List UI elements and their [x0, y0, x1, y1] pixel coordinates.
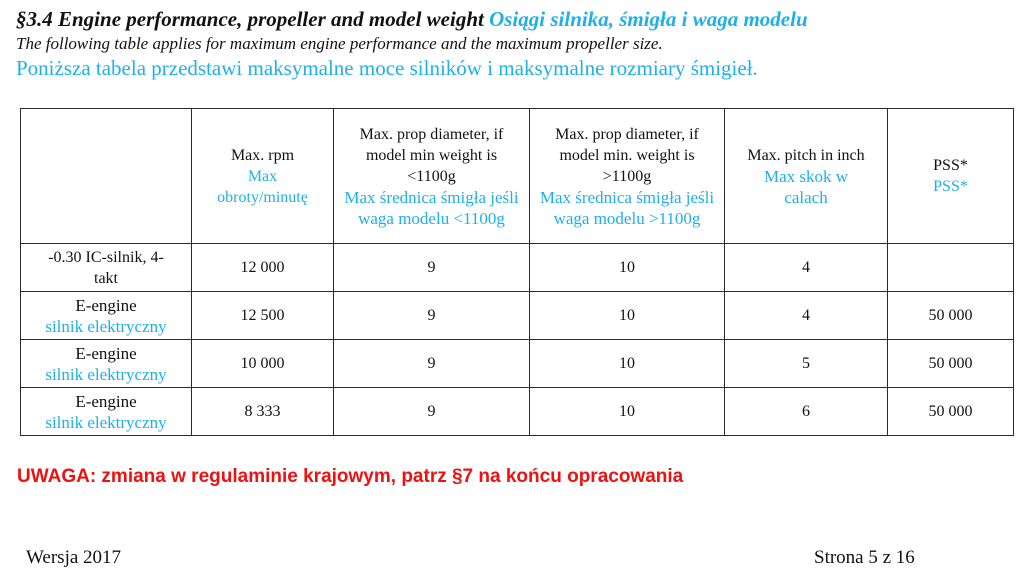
cell-pitch: 5 [725, 340, 888, 388]
cell-pitch: 4 [725, 244, 888, 292]
cell-rpm: 10 000 [192, 340, 334, 388]
engine-spec-table [20, 108, 1014, 436]
cell-prop-lt-1100: 9 [334, 292, 530, 340]
cell-pss: 50 000 [888, 292, 1014, 340]
footer-page-number: Strona 5 z 16 [814, 547, 915, 568]
cell-engine: -0.30 IC-silnik, 4-takt [21, 244, 192, 292]
section-title-en: §3.4 Engine performance, propeller and model weight [16, 7, 484, 31]
cell-prop-lt-1100: 9 [334, 340, 530, 388]
cell-rpm: 8 333 [192, 388, 334, 436]
cell-pss: 50 000 [888, 340, 1014, 388]
header-cell-prop-gt-1100: Max. prop diameter, if model min. weight is >1100g Max średnica śmigła jeśli waga modelu >1100g [530, 109, 725, 244]
table-header-row [21, 109, 1014, 244]
cell-engine: E-engine silnik elektryczny [21, 388, 192, 436]
cell-prop-lt-1100: 9 [334, 244, 530, 292]
header-cell-prop-lt-1100: Max. prop diameter, if model min weight is <1100g Max średnica śmigła jeśli waga modelu <1100g [334, 109, 530, 244]
table-row [21, 292, 1014, 340]
header-cell-engine [21, 109, 192, 244]
cell-pss [888, 244, 1014, 292]
header-cell-rpm: Max. rpm Max obroty/minutę [192, 109, 334, 244]
subtitle-pl: Poniższa tabela przedstawi maksymalne moce silników i maksymalne rozmiary śmigieł. [16, 56, 758, 80]
cell-rpm: 12 000 [192, 244, 334, 292]
cell-engine: E-engine silnik elektryczny [21, 292, 192, 340]
cell-prop-gt-1100: 10 [530, 244, 725, 292]
section-title [16, 6, 808, 32]
cell-prop-lt-1100: 9 [334, 388, 530, 436]
section-title-pl: Osiągi silnika, śmigła i waga modelu [489, 7, 808, 31]
cell-rpm: 12 500 [192, 292, 334, 340]
header-cell-pitch: Max. pitch in inch Max skok w calach [725, 109, 888, 244]
footer-version: Wersja 2017 [26, 547, 122, 568]
warning-notice: UWAGA: zmiana w regulaminie krajowym, patrz §7 na końcu opracowania [17, 466, 684, 487]
cell-prop-gt-1100: 10 [530, 340, 725, 388]
cell-pss: 50 000 [888, 388, 1014, 436]
cell-pitch: 6 [725, 388, 888, 436]
cell-prop-gt-1100: 10 [530, 388, 725, 436]
cell-pitch: 4 [725, 292, 888, 340]
subtitle-en: The following table applies for maximum engine performance and the maximum propeller size. [16, 34, 663, 53]
cell-engine: E-engine silnik elektryczny [21, 340, 192, 388]
table-row [21, 340, 1014, 388]
table-row [21, 388, 1014, 436]
table-row [21, 244, 1014, 292]
header-cell-pss: PSS* PSS* [888, 109, 1014, 244]
cell-prop-gt-1100: 10 [530, 292, 725, 340]
